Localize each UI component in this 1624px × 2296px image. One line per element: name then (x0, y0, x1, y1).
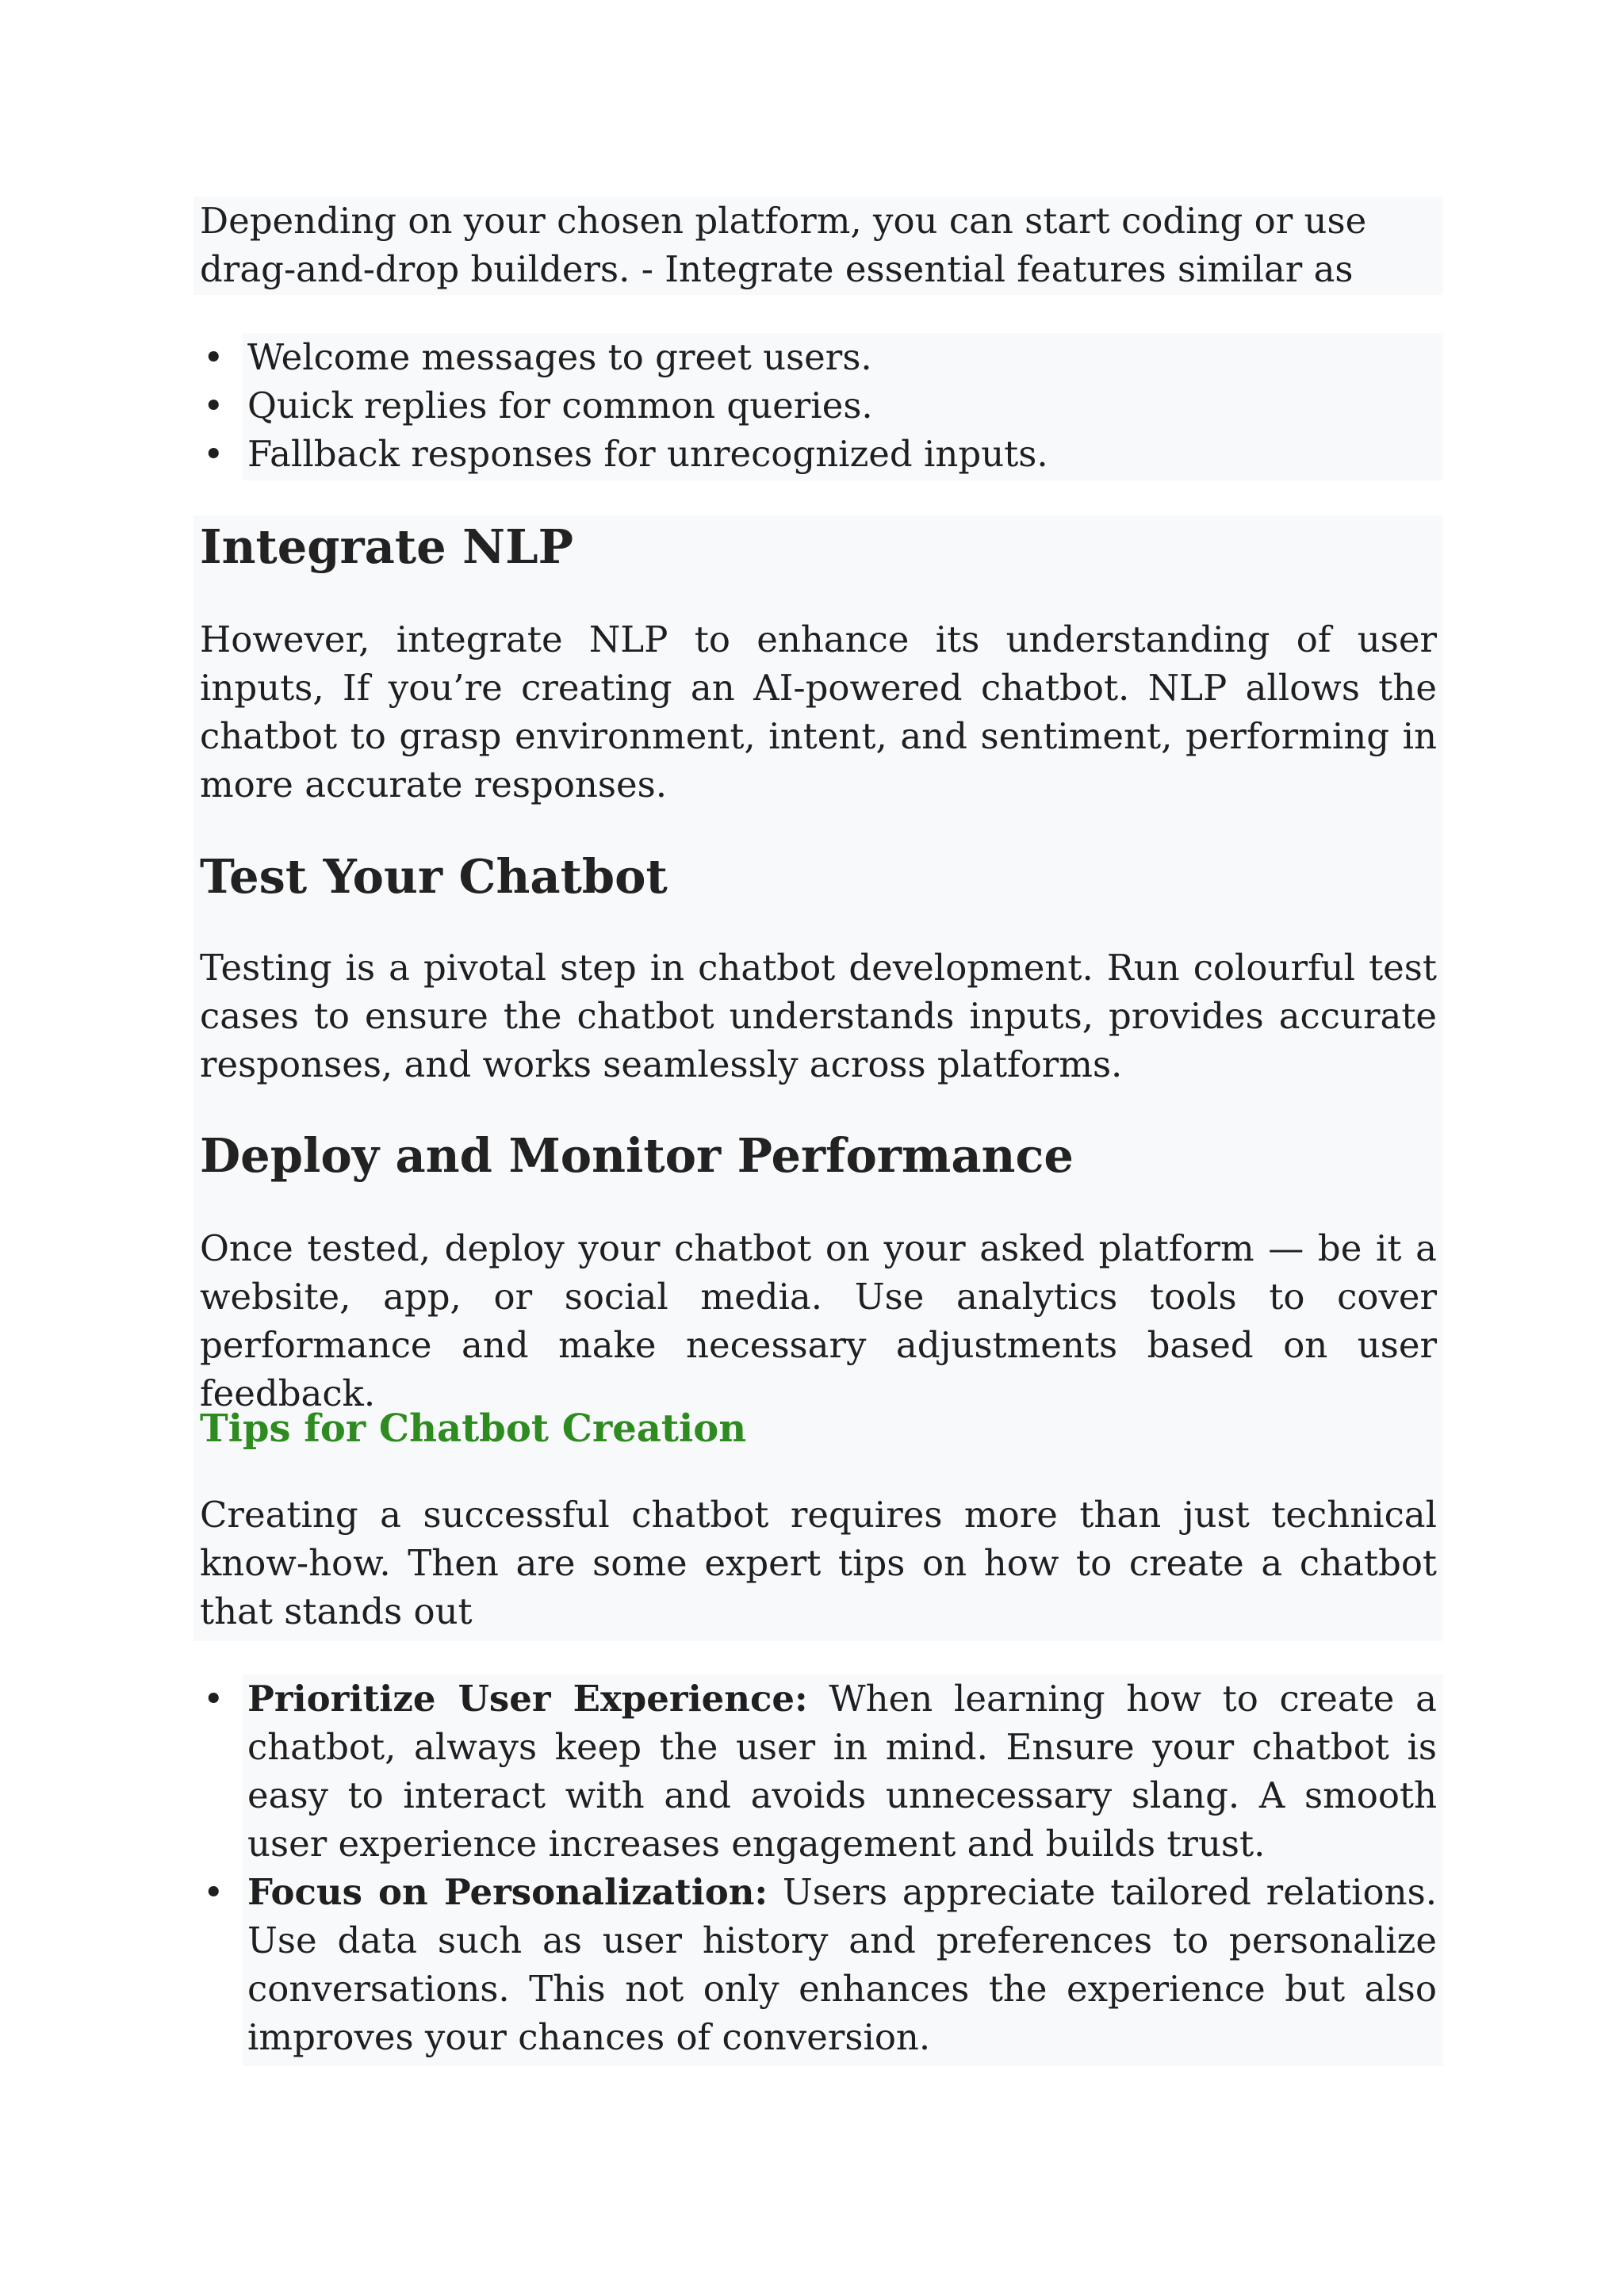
tip-title: Prioritize User Experience: (247, 1678, 808, 1720)
bullet-icon: • (203, 1871, 224, 1913)
list-item (193, 430, 1443, 478)
nlp-paragraph: However, integrate NLP to enhance its understanding of user inputs, If you’re creating an AI-powered chatbot. NLP allows the chatbot to grasp environment, intent, and sentiment, performing in more accurate responses. (200, 618, 1437, 806)
list-item (193, 1868, 1437, 2061)
list-item-text: Quick replies for common queries. (247, 385, 873, 427)
features-list (193, 333, 1443, 478)
bullet-icon: • (203, 433, 224, 475)
bullet-icon: • (203, 336, 224, 378)
tip-text: When learning how to create a chatbot, always keep the user in mind. Ensure your chatbot is easy to interact with and avoids unnecessary slang. A smooth user experience increases engagement and builds trust. (247, 1678, 1437, 1865)
intro-block (193, 197, 1443, 295)
test-heading: Test Your Chatbot (200, 849, 668, 904)
list-item (193, 381, 1443, 430)
tips-paragraph: Creating a successful chatbot requires more than just technical know-how. Then are some expert tips on how to create a chatbot that stands out (200, 1494, 1437, 1632)
tips-heading: Tips for Chatbot Creation (200, 1406, 747, 1451)
list-item-text: Welcome messages to greet users. (247, 336, 872, 378)
tip-text: Users appreciate tailored relations. Use data such as user history and preferences to personalize conversations. This not only enhances the experience but also improves your chances of conversion. (247, 1871, 1437, 2058)
tips-list-block (203, 1674, 1443, 2066)
intro-paragraph: Depending on your chosen platform, you can start coding or use drag-and-drop builders. - Integrate essential features similar as (200, 200, 1367, 290)
test-paragraph: Testing is a pivotal step in chatbot development. Run colourful test cases to ensure the chatbot understands inputs, provides accurate responses, and works seamlessly across platforms. (200, 947, 1437, 1085)
nlp-heading: Integrate NLP (200, 519, 573, 574)
tips-list (193, 1674, 1443, 2061)
deploy-heading: Deploy and Monitor Performance (200, 1128, 1074, 1183)
bullet-icon: • (203, 385, 224, 427)
list-item (193, 333, 1443, 381)
list-item (193, 1674, 1437, 1868)
tip-title: Focus on Personalization: (247, 1871, 768, 1913)
list-item-text: Fallback responses for unrecognized inputs. (247, 433, 1048, 475)
features-list-block (203, 333, 1443, 480)
bullet-icon: • (203, 1678, 224, 1720)
deploy-paragraph: Once tested, deploy your chatbot on your asked platform — be it a website, app, or social media. Use analytics tools to cover performance and make necessary adjustments based on user feedback. (200, 1227, 1437, 1414)
